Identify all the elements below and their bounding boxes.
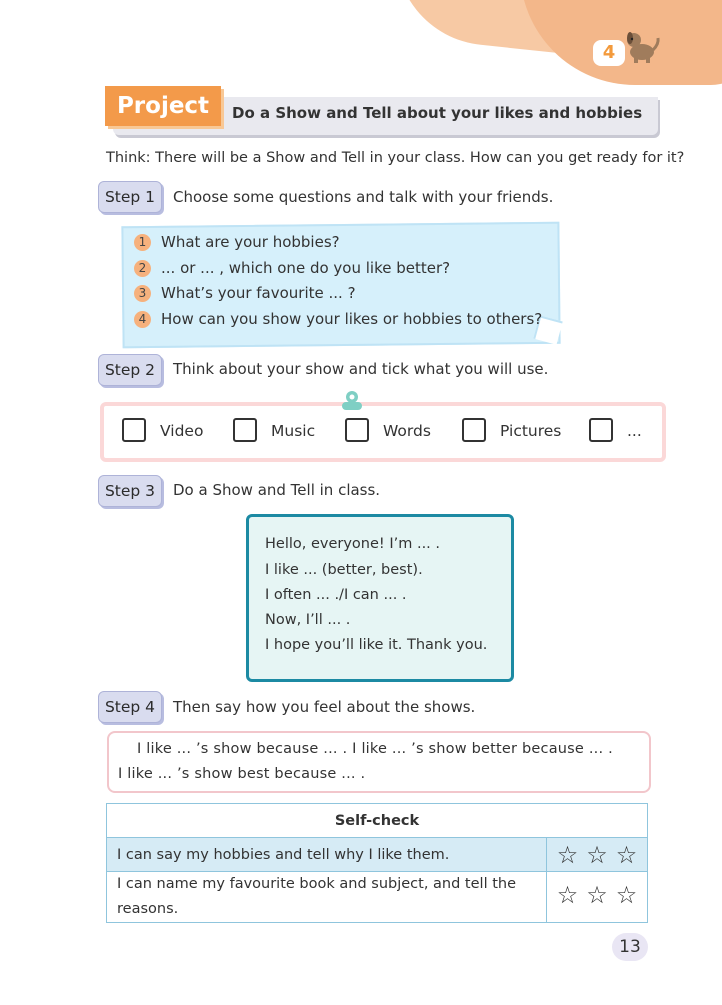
option-label: Pictures xyxy=(500,422,562,440)
question-number: 4 xyxy=(134,311,151,328)
table-row xyxy=(107,838,648,872)
feelings-line: I like ... ’s show best because ... . xyxy=(118,766,366,782)
star-icon[interactable]: ☆ xyxy=(615,880,638,909)
star-rating[interactable] xyxy=(547,838,648,872)
self-check-table xyxy=(106,803,648,923)
speech-line: Now, I’ll ... . xyxy=(265,612,351,628)
paperclip-icon xyxy=(339,390,365,412)
step-1-text: Choose some questions and talk with your friends. xyxy=(173,188,554,206)
question-item xyxy=(134,284,356,302)
option-pictures[interactable] xyxy=(462,418,561,442)
question-text: How can you show your likes or hobbies to others? xyxy=(161,310,543,328)
step-3-text: Do a Show and Tell in class. xyxy=(173,481,381,499)
star-icon[interactable]: ☆ xyxy=(586,840,608,869)
checkbox[interactable] xyxy=(122,418,146,442)
speech-line: I often ... ./I can ... . xyxy=(265,587,407,603)
option-other[interactable] xyxy=(589,418,642,442)
star-icon[interactable]: ☆ xyxy=(556,880,579,909)
question-text: ... or ... , which one do you like better? xyxy=(161,259,451,277)
step-3-tag: Step 3 xyxy=(98,475,162,507)
option-label: Video xyxy=(160,422,204,440)
checkbox[interactable] xyxy=(462,418,486,442)
step-2-tag: Step 2 xyxy=(98,354,162,386)
question-item xyxy=(134,233,340,251)
self-check-header xyxy=(107,804,648,838)
option-label: Music xyxy=(271,422,316,440)
step-2-text: Think about your show and tick what you will use. xyxy=(173,360,549,378)
intro-text: Think: There will be a Show and Tell in your class. How can you get ready for it? xyxy=(106,150,685,166)
feelings-line: I like ... ’s show because ... . I like ... ’s show better because ... . xyxy=(137,741,613,757)
question-text: What are your hobbies? xyxy=(161,233,340,251)
question-item xyxy=(134,259,450,277)
speech-line: I like ... (better, best). xyxy=(265,562,423,578)
option-video[interactable] xyxy=(122,418,203,442)
option-label: ... xyxy=(627,422,642,440)
question-text: What’s your favourite ... ? xyxy=(161,284,356,302)
question-number: 2 xyxy=(134,260,151,277)
project-tag: Project xyxy=(105,86,221,126)
star-icon[interactable]: ☆ xyxy=(586,880,608,909)
self-check-statement: I can say my hobbies and tell why I like them. xyxy=(107,838,547,872)
unit-number-badge: 4 xyxy=(593,40,625,66)
option-music[interactable] xyxy=(233,418,315,442)
checkbox[interactable] xyxy=(589,418,613,442)
question-item xyxy=(134,310,542,328)
step-4-text: Then say how you feel about the shows. xyxy=(173,698,476,716)
table-row xyxy=(107,872,648,923)
speech-line: Hello, everyone! I’m ... . xyxy=(265,536,441,552)
project-title: Do a Show and Tell about your likes and hobbies xyxy=(232,104,643,122)
step-4-tag: Step 4 xyxy=(98,691,162,723)
self-check-statement: I can name my favourite book and subject, and tell the reasons. xyxy=(107,872,547,923)
checkbox[interactable] xyxy=(233,418,257,442)
star-icon[interactable]: ☆ xyxy=(556,840,579,869)
speech-line: I hope you’ll like it. Thank you. xyxy=(265,637,488,653)
self-check-title: Self-check xyxy=(107,804,648,838)
option-words[interactable] xyxy=(345,418,431,442)
checkbox[interactable] xyxy=(345,418,369,442)
dog-icon xyxy=(622,28,662,64)
step-1-tag: Step 1 xyxy=(98,181,162,213)
question-number: 3 xyxy=(134,285,151,302)
option-label: Words xyxy=(383,422,431,440)
question-number: 1 xyxy=(134,234,151,251)
star-icon[interactable]: ☆ xyxy=(615,840,638,869)
star-rating[interactable] xyxy=(547,872,648,923)
page-number: 13 xyxy=(612,933,648,961)
